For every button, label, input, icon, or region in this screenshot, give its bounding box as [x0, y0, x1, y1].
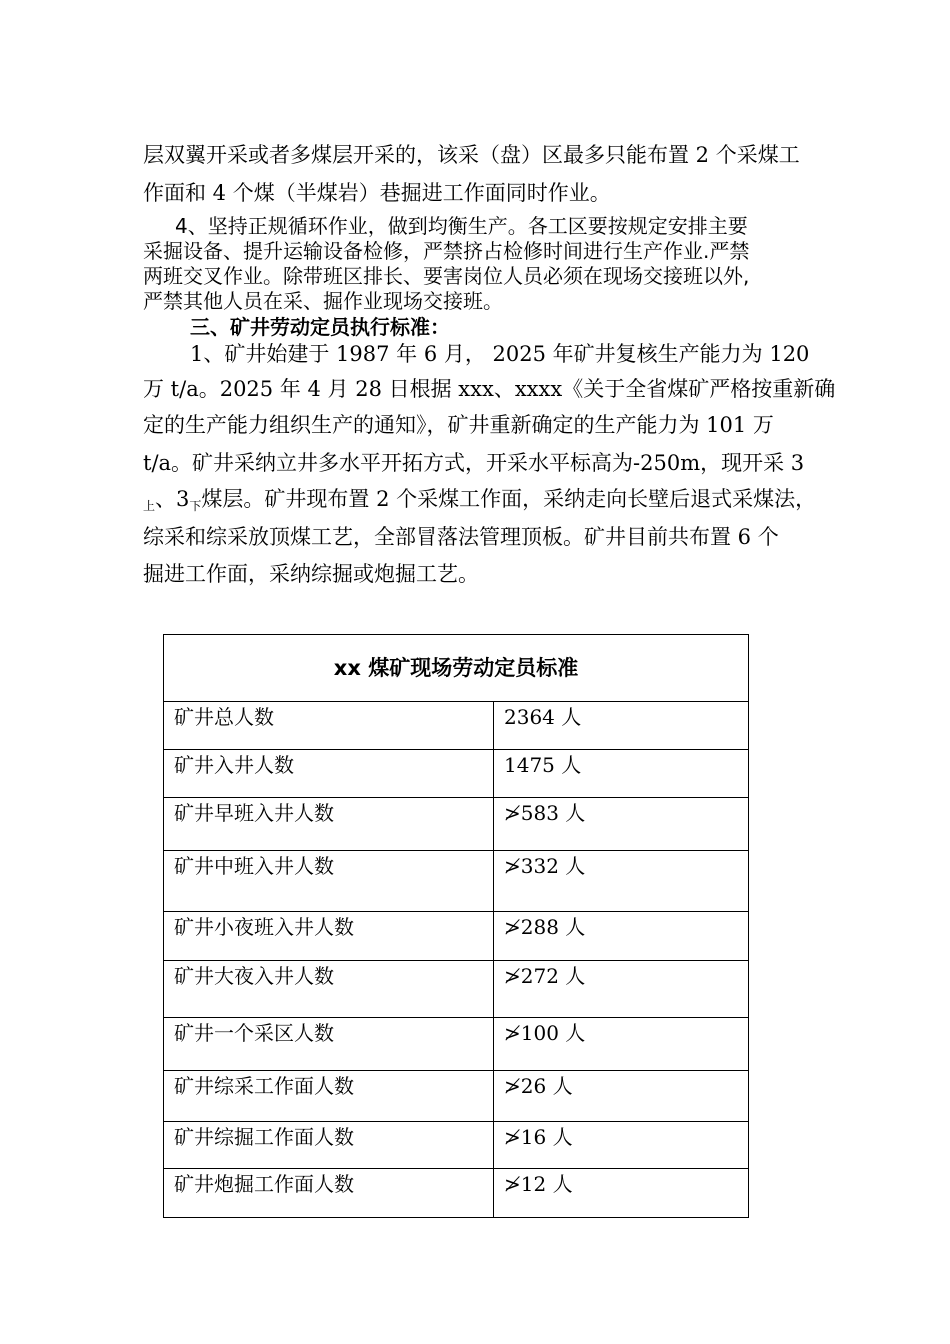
text-line: 两班交叉作业。除带班区排长、要害岗位人员必须在现场交接班以外,: [143, 264, 750, 288]
table-cell-label: 矿井大夜入井人数: [164, 961, 494, 1018]
table-cell-label: 矿井中班入井人数: [164, 851, 494, 912]
table-cell-label: 矿井入井人数: [164, 750, 494, 798]
text-line: 1、矿井始建于 1987 年 6 月， 2025 年矿井复核生产能力为 120: [190, 342, 810, 366]
text-line: 万 t/a。2025 年 4 月 28 日根据 xxx、xxxx《关于全省煤矿严格按重新确: [143, 377, 836, 401]
section-heading: 三、矿井劳动定员执行标准：: [190, 315, 450, 339]
table-row: [164, 961, 749, 1018]
text-line: t/a。矿井采纳立井多水平开拓方式，开采水平标高为-250m，现开采 3: [143, 451, 805, 475]
table-title-row: [164, 635, 749, 702]
table-cell-value: ≯12 人: [494, 1169, 749, 1218]
table-row: [164, 750, 749, 798]
table-cell-value: 1475 人: [494, 750, 749, 798]
table-cell-label: 矿井综掘工作面人数: [164, 1122, 494, 1169]
text-line: 4、坚持正规循环作业，做到均衡生产。各工区要按规定安排主要: [175, 214, 748, 238]
table-cell-label: 矿井炮掘工作面人数: [164, 1169, 494, 1218]
table-cell-label: 矿井一个采区人数: [164, 1018, 494, 1071]
table-cell-value: ≯288 人: [494, 912, 749, 961]
table-cell-label: 矿井综采工作面人数: [164, 1071, 494, 1122]
table-row: [164, 1122, 749, 1169]
table-row: [164, 912, 749, 961]
text-line: 层双翼开采或者多煤层开采的，该采（盘）区最多只能布置 2 个采煤工: [143, 143, 800, 167]
table-title: xx 煤矿现场劳动定员标准: [164, 635, 749, 702]
table-cell-label: 矿井小夜班入井人数: [164, 912, 494, 961]
table-cell-value: ≯332 人: [494, 851, 749, 912]
subscript-upper: 上: [143, 499, 156, 513]
text-line: 综采和综采放顶煤工艺，全部冒落法管理顶板。矿井目前共布置 6 个: [143, 525, 779, 549]
table-cell-label: 矿井总人数: [164, 702, 494, 750]
text-fragment: 、3: [155, 487, 190, 511]
table-cell-value: ≯100 人: [494, 1018, 749, 1071]
text-line: 作面和 4 个煤（半煤岩）巷掘进工作面同时作业。: [143, 181, 611, 205]
table-cell-label: 矿井早班入井人数: [164, 798, 494, 851]
table-row: [164, 1071, 749, 1122]
subscript-lower: 下: [189, 499, 202, 513]
text-line: 定的生产能力组织生产的通知》，矿井重新确定的生产能力为 101 万: [143, 413, 774, 437]
table-row: [164, 851, 749, 912]
table-cell-value: ≯272 人: [494, 961, 749, 1018]
text-fragment: 煤层。矿井现布置 2 个采煤工作面，采纳走向长壁后退式采煤法，: [201, 487, 817, 511]
table-cell-value: ≯26 人: [494, 1071, 749, 1122]
table-row: [164, 798, 749, 851]
text-line: 掘进工作面，采纳综掘或炮掘工艺。: [143, 562, 479, 586]
text-line: 采掘设备、提升运输设备检修，严禁挤占检修时间进行生产作业.严禁: [143, 239, 750, 263]
table-row: [164, 702, 749, 750]
table-row: [164, 1018, 749, 1071]
table-row: [164, 1169, 749, 1218]
table-cell-value: ≯583 人: [494, 798, 749, 851]
staffing-standard-table: [163, 634, 749, 1218]
text-line: [143, 486, 816, 519]
table-cell-value: ≯16 人: [494, 1122, 749, 1169]
table-cell-value: 2364 人: [494, 702, 749, 750]
text-line: 严禁其他人员在采、掘作业现场交接班。: [143, 289, 503, 313]
